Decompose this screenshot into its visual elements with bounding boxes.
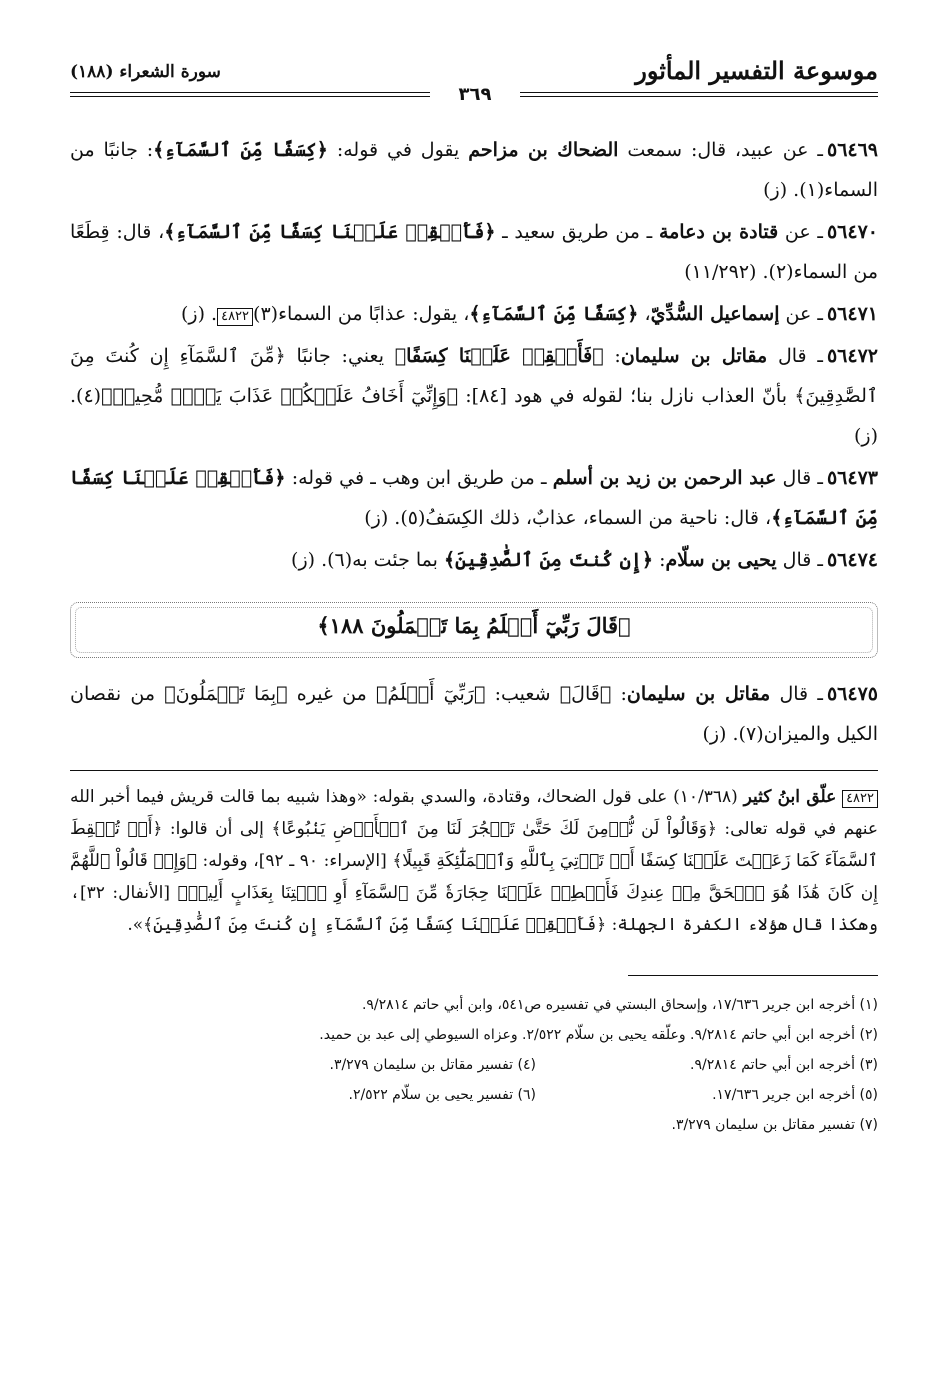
entries xyxy=(70,130,878,580)
commentary-block xyxy=(70,781,878,941)
entry-text: ، xyxy=(638,303,651,325)
entry-text: ـ من طريق سعيد ـ xyxy=(495,221,659,243)
entry-text: ، قال: ناحية من السماء، عذابٌ، ذلك الكِسَفُ(٥). (ز) xyxy=(364,507,772,529)
entry-text: ـ عن xyxy=(779,303,823,325)
entry-text: : xyxy=(603,345,621,367)
entry-number: ٥٦٤٧٠ xyxy=(826,221,878,243)
entry-text: : xyxy=(653,549,666,571)
entry-text: بما جئت به(٦). (ز) xyxy=(291,549,444,571)
book-title: موسوعة التفسير المأثور xyxy=(635,56,878,85)
entry-text: يعني: جانبًا ﴿مِّنَ ٱلسَّمَآءِ إِن كُنتَ مِنَ ٱلصَّٰدِقِينَ﴾ بأنّ العذاب نازل بنا؛ لقوله في هود [٨٤]: ﴿وَإِنِّيٓ أَخَافُ عَلَيۡكُمۡ عَذَابَ يَوۡمٖ مُّحِيطٖ﴾(٤). (ز) xyxy=(70,345,878,447)
commentary-text: (١٠/٣٦٨) على قول الضحاك، وقتادة، والسدي بقوله: «وهذا شبيه بما قالت قريش فيما أخبر الله عنهم في قوله تعالى: ﴿وَقَالُواْ لَن نُّؤۡمِنَ لَكَ حَتَّىٰ تَفۡجُرَ لَنَا مِنَ ٱلۡأَرۡضِ يَنۢبُوعًا﴾ إلى أن قالوا: ﴿أَوۡ تُسۡقِطَ ٱلسَّمَآءَ كَمَا زَعَمۡتَ عَلَيۡنَا كِسَفًا أَوۡ تَأۡتِيَ بِٱللَّهِ وَٱلۡمَلَٰٓئِكَةِ قَبِيلًا﴾ [الإسراء: ٩٠ ـ ٩٢]، وقوله: ﴿وَإِذۡ قَالُواْ ٱللَّهُمَّ إِن كَانَ هَٰذَا هُوَ ٱلۡحَقَّ مِنۡ عِندِكَ فَأَمۡطِرۡ عَلَيۡنَا حِجَارَةٗ مِّنَ ٱلسَّمَآءِ أَوِ ٱئۡتِنَا بِعَذَابٍ أَلِيمٖ﴾ [الأنفال: ٣٢]، وهكذا قال هؤلاء الكفرة الجهلة: ﴿فَأَسۡقِطۡ عَلَيۡنَا كِسَفًا مِّنَ ٱلسَّمَآءِ إِن كُنتَ مِنَ ٱلصَّٰدِقِينَ﴾». xyxy=(70,787,878,935)
entry-5469 xyxy=(70,130,878,210)
entry-5475 xyxy=(70,674,878,754)
quran-quote: ﴿كِسَفًا مِّنَ ٱلسَّمَآءِ﴾ xyxy=(153,139,328,161)
footnote-5: (٥) أخرجه ابن جرير ١٧/٦٣٦. xyxy=(712,1087,878,1103)
quran-quote: ﴿فَأَسۡقِطۡ عَلَيۡنَا كِسَفًا مِّنَ ٱلسَّمَآءِ﴾ xyxy=(70,467,878,529)
footnote-2: (٢) أخرجه ابن أبي حاتم ٩/٢٨١٤. وعلّقه يحيى بن سلّام ٢/٥٢٢. وعزاه السيوطي إلى عبد بن حميد. xyxy=(319,1027,878,1043)
commentary-lead: علّق ابنُ كثير xyxy=(743,787,837,807)
page-number: ٣٦٩ xyxy=(430,84,520,105)
narrator-name: إسماعيل السُّدِّيّ xyxy=(650,303,780,325)
entry-text: : ﴿قَالَ﴾ شعيب: ﴿رَبِّيٓ أَعۡلَمُ﴾ من غيره ﴿بِمَا تَعۡمَلُونَ﴾ من نقصان الكيل والميزان(٧). (ز) xyxy=(70,683,878,745)
narrator-name: الضحاك بن مزاحم xyxy=(468,139,619,161)
entry-text: ـ قال xyxy=(767,345,823,367)
footnote-row xyxy=(70,1080,878,1110)
entry-text: ـ من طريق ابن وهب ـ في قوله: xyxy=(285,467,553,489)
footnote-4: (٤) تفسير مقاتل بن سليمان ٣/٢٧٩. xyxy=(329,1057,536,1073)
footnotes xyxy=(70,990,878,1140)
verse-text: ﴿قَالَ رَبِّيٓ أَعۡلَمُ بِمَا تَعۡمَلُونَ ١٨٨﴾ xyxy=(317,613,631,638)
entry-text: : جانبًا من السماء(١). (ز) xyxy=(70,139,878,201)
entry-text: يقول في قوله: xyxy=(327,139,469,161)
footnote-6: (٦) تفسير يحيى بن سلّام ٢/٥٢٢. xyxy=(348,1087,536,1103)
entry-text: ـ قال xyxy=(776,467,823,489)
entry-5473 xyxy=(70,458,878,538)
entry-text: ، يقول: عذابًا من السماء(٣) xyxy=(253,303,470,325)
entry-text: ـ قال xyxy=(770,683,823,705)
footnote-row xyxy=(70,1050,878,1080)
commentary-separator xyxy=(70,770,878,771)
quran-quote: ﴿فَأَسۡقِطۡ عَلَيۡنَا كِسَفًا﴾ xyxy=(394,345,604,367)
narrator-name: عبد الرحمن بن زيد بن أسلم xyxy=(552,467,777,489)
entry-5474 xyxy=(70,540,878,580)
quran-quote: ﴿فَأَسۡقِطۡ عَلَيۡنَا كِسَفًا مِّنَ ٱلسَّمَآءِ﴾ xyxy=(164,221,496,243)
entry-5471 xyxy=(70,294,878,334)
entry-5470 xyxy=(70,212,878,292)
entry-number: ٥٦٤٧٢ xyxy=(826,345,878,367)
narrator-name: مقاتل بن سليمان xyxy=(626,683,771,705)
entry-text: ـ عن عبيد، قال: سمعت xyxy=(618,139,823,161)
page-header xyxy=(70,52,878,105)
entry-5472 xyxy=(70,336,878,456)
document-page xyxy=(70,52,878,1140)
narrator-name: قتادة بن دعامة xyxy=(658,221,779,243)
quran-quote: ﴿إِن كُنتَ مِنَ ٱلصَّٰدِقِينَ﴾ xyxy=(443,549,654,571)
verse-frame xyxy=(70,602,878,658)
entry-number: ٥٦٤٧١ xyxy=(826,303,878,325)
narrator-name: يحيى بن سلّام xyxy=(665,549,777,571)
footnote-7: (٧) تفسير مقاتل بن سليمان ٣/٢٧٩. xyxy=(671,1117,878,1133)
narrator-name: مقاتل بن سليمان xyxy=(620,345,768,367)
commentary-ref-box: ٤٨٢٢ xyxy=(217,308,253,326)
entry-number: ٥٦٤٧٣ xyxy=(826,467,878,489)
entry-text: ـ قال xyxy=(776,549,823,571)
entry-number: ٥٦٤٧٤ xyxy=(826,549,878,571)
footnote-rule xyxy=(628,975,878,976)
entry-number: ٥٦٤٦٩ xyxy=(826,139,879,161)
entry-text: ـ عن xyxy=(778,221,823,243)
quran-quote: ﴿كِسَفًا مِّنَ ٱلسَّمَآءِ﴾ xyxy=(469,303,639,325)
entry-text: ، قال: قِطَعًا من السماء(٢). (١١/٢٩٢) xyxy=(70,221,878,283)
entry-number: ٥٦٤٧٥ xyxy=(826,683,878,705)
footnote-1: (١) أخرجه ابن جرير ١٧/٦٣٦، وإسحاق البستي في تفسيره ص٥٤١، وابن أبي حاتم ٩/٢٨١٤. xyxy=(361,997,878,1013)
sura-label: سورة الشعراء (١٨٨) xyxy=(70,62,221,82)
entry-text: . (ز) xyxy=(181,303,218,325)
commentary-ref-box: ٤٨٢٢ xyxy=(842,790,878,808)
footnote-3: (٣) أخرجه ابن أبي حاتم ٩/٢٨١٤. xyxy=(690,1057,878,1073)
